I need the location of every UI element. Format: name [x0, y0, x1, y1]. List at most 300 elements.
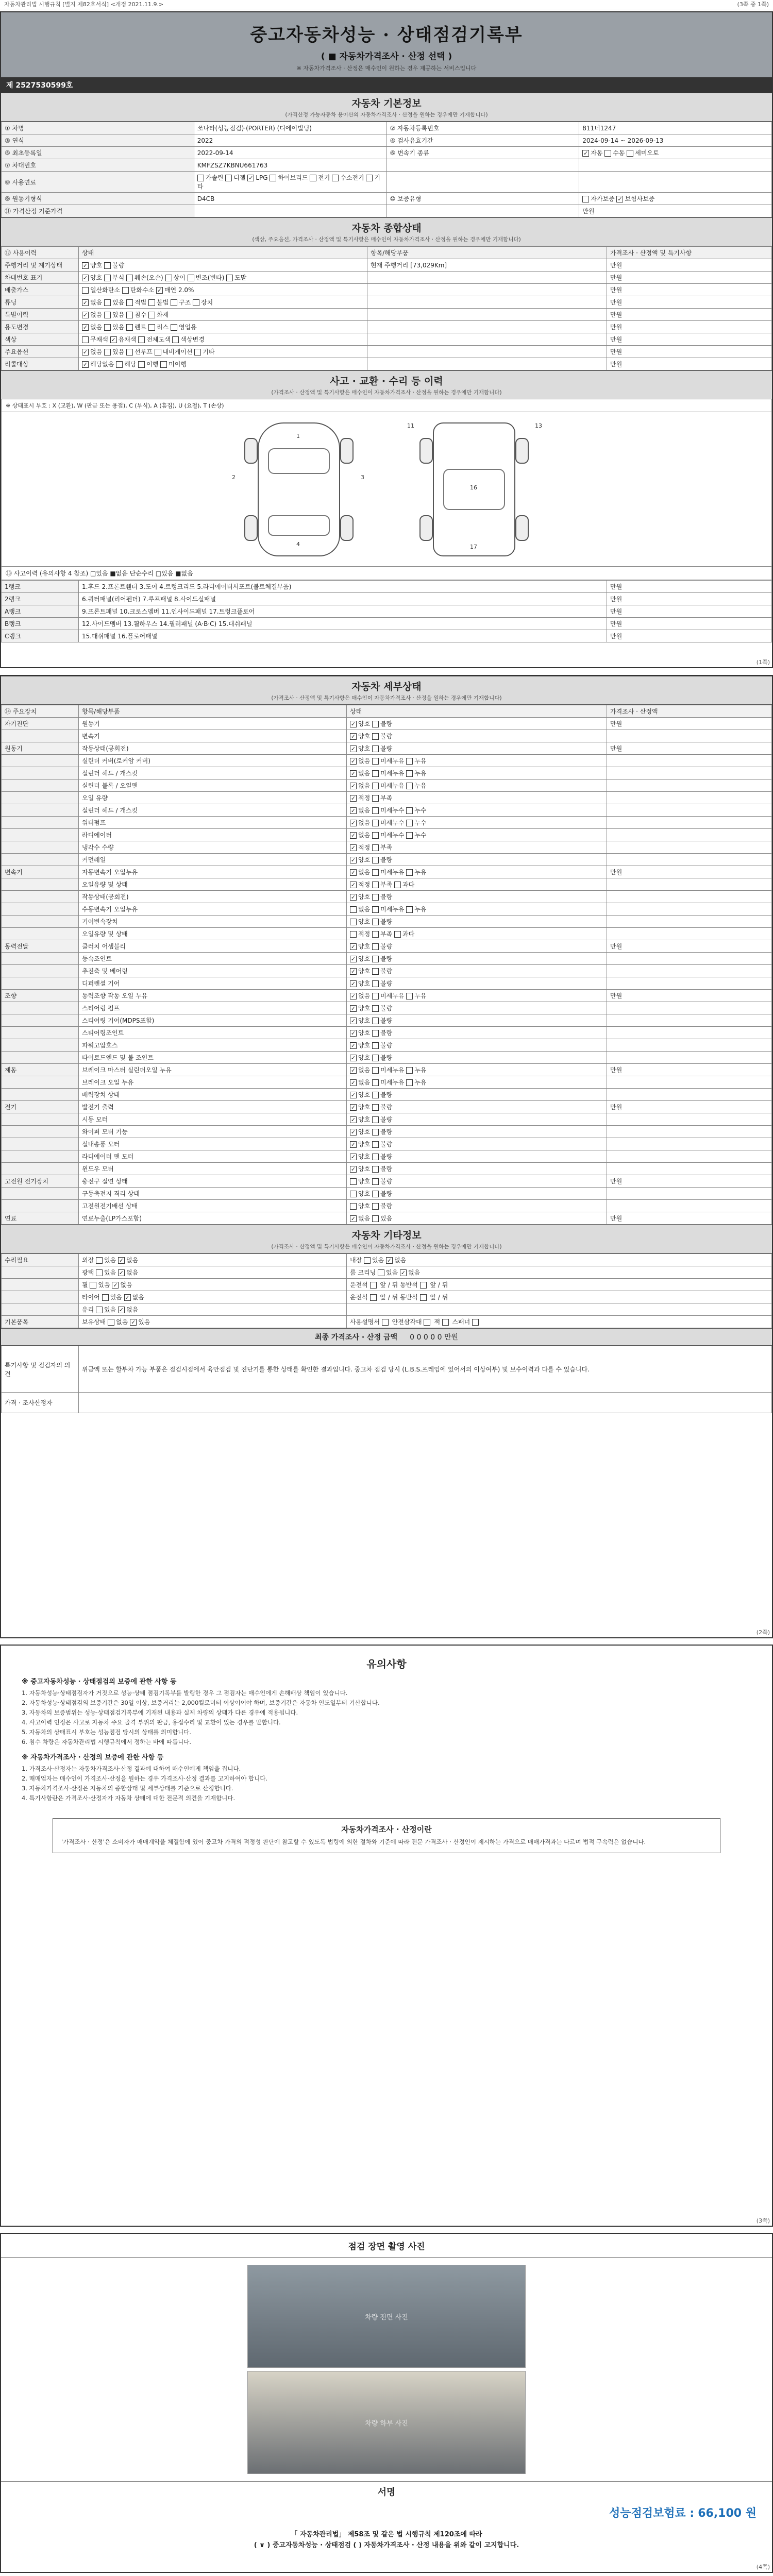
- checkbox: [372, 1055, 379, 1061]
- summary-cell: 만원: [607, 321, 772, 333]
- detail-row: [2, 730, 772, 742]
- detail-cell: ✓ 없음 미세누수 누수: [347, 817, 607, 829]
- summary-cell: 주행거리 및 계기상태: [2, 259, 79, 272]
- detail-cell: ✓ 양호 불량: [347, 1113, 607, 1126]
- detail-cell: [607, 1188, 772, 1200]
- detail-cell: ✓ 없음 미세누유 누유: [347, 1064, 607, 1076]
- accident-legend: ※ 상태표시 부호 : X (교환), W (판금 또는 용접), C (부식), A (흠집), U (요철), T (손상): [1, 399, 772, 412]
- detail-cell: ✓ 적정 부족: [347, 792, 607, 804]
- detail-cell: [2, 916, 79, 928]
- checkbox: [372, 919, 379, 925]
- detail-cell: [2, 1163, 79, 1175]
- checkbox: [616, 196, 623, 202]
- detail-cell: 오일유량 및 상태: [79, 928, 347, 940]
- detail-row: [2, 854, 772, 866]
- fee-amount: 66,100 원: [698, 2507, 757, 2520]
- detail-row: [2, 755, 772, 767]
- checkbox: [372, 894, 379, 901]
- detail-cell: 오일유량 및 상태: [79, 878, 347, 891]
- checkbox: [148, 299, 155, 306]
- basic-cell: [579, 159, 772, 172]
- detail-cell: ✓ 없음 있음: [347, 1212, 607, 1225]
- detail-row: [2, 767, 772, 779]
- detail-cell: [2, 1027, 79, 1039]
- summary-cell: 만원: [607, 272, 772, 284]
- detail-cell: [2, 755, 79, 767]
- checkbox: [394, 882, 401, 888]
- detail-cell: 스티어링조인트: [79, 1027, 347, 1039]
- other-cell: 내장 있음 ✓없음: [347, 1254, 772, 1266]
- checkbox: [406, 807, 413, 814]
- checkbox: [372, 882, 379, 888]
- detail-cell: [2, 977, 79, 990]
- detail-cell: 발전기 출력: [79, 1101, 347, 1113]
- detail-row: [2, 940, 772, 953]
- detail-row: [2, 829, 772, 841]
- detail-cell: 변속기: [2, 866, 79, 878]
- detail-cell: 냉각수 수량: [79, 841, 347, 854]
- summary-cell: 만원: [607, 358, 772, 370]
- checkbox: [400, 1269, 407, 1276]
- checkbox: [350, 1092, 357, 1098]
- detail-cell: [2, 1200, 79, 1212]
- detail-cell: [2, 817, 79, 829]
- detail-cell: [607, 755, 772, 767]
- detail-cell: [607, 1014, 772, 1027]
- basic-cell: 2024-09-14 ~ 2026-09-13: [579, 134, 772, 147]
- detail-cell: [607, 953, 772, 965]
- detail-row: [2, 718, 772, 730]
- summary-cell: [367, 346, 607, 358]
- summary-cell: [367, 358, 607, 370]
- accident-cell: 만원: [607, 618, 772, 630]
- detail-cell: ✓ 양호 불량: [347, 1138, 607, 1150]
- detail-cell: 디퍼렌셜 기어: [79, 977, 347, 990]
- detail-cell: 동력전달: [2, 940, 79, 953]
- detail-cell: [607, 1002, 772, 1014]
- detail-cell: ✓ 양호 불량: [347, 1101, 607, 1113]
- basic-cell: ② 자동차등록번호: [386, 122, 579, 134]
- summary-cell: 리콜대상: [2, 358, 79, 370]
- checkbox: [138, 336, 145, 343]
- checkbox: [110, 336, 117, 343]
- basic-cell: 쏘나타(성능점검)·(PORTER) (디에이빌딩): [194, 122, 386, 134]
- notice-title: 유의사항: [366, 1658, 407, 1670]
- detail-cell: ✓ 없음 미세누유 누유: [347, 779, 607, 792]
- col-header: 항목/해당부품: [367, 247, 607, 259]
- basic-cell: ③ 연식: [2, 134, 194, 147]
- summary-cell: ✓ 없음 있음 적법 불법 구조 장치: [79, 296, 367, 309]
- page-number: (4쪽): [756, 2564, 770, 2570]
- detail-cell: ✓ 양호 불량: [347, 1126, 607, 1138]
- summary-cell: [367, 296, 607, 309]
- checkbox: [370, 1282, 377, 1289]
- summary-cell: 만원: [607, 284, 772, 296]
- other-row: [2, 1291, 772, 1303]
- page-4: [0, 2233, 773, 2573]
- detail-row: [2, 1076, 772, 1089]
- checkbox: [155, 349, 161, 355]
- detail-row: [2, 1138, 772, 1150]
- checkbox: [382, 1319, 389, 1326]
- col-header: 항목/해당부품: [79, 705, 347, 718]
- notice-item: 4. 특기사항란은 가격조사·산정자가 자동차 상태에 대한 전문적 의견을 기재합니다.: [22, 1794, 236, 1802]
- checkbox: [372, 1116, 379, 1123]
- section-other: [1, 1225, 772, 1253]
- detail-cell: ✓ 없음 미세누유 누유: [347, 866, 607, 878]
- detail-cell: 스티어링 기어(MDPS포함): [79, 1014, 347, 1027]
- checkbox: [350, 919, 357, 925]
- detail-cell: [607, 854, 772, 866]
- summary-cell: [367, 309, 607, 321]
- checkbox: [226, 275, 233, 281]
- summary-cell: 배출가스: [2, 284, 79, 296]
- checkbox: [350, 968, 357, 975]
- detail-cell: 작동상태(공회전): [79, 891, 347, 903]
- detail-cell: 배력장치 상태: [79, 1089, 347, 1101]
- detail-cell: ✓ 양호 불량: [347, 718, 607, 730]
- page-number: (1쪽): [756, 659, 770, 666]
- checkbox: [372, 1042, 379, 1049]
- detail-row: [2, 977, 772, 990]
- detail-cell: 작동상태(공회전): [79, 742, 347, 755]
- detail-cell: [607, 977, 772, 990]
- checkbox: [350, 1116, 357, 1123]
- checkbox: [372, 1203, 379, 1210]
- detail-row: [2, 1089, 772, 1101]
- detail-cell: [607, 1089, 772, 1101]
- detail-cell: [2, 1002, 79, 1014]
- checkbox: [364, 1257, 371, 1264]
- checkbox: [171, 299, 177, 306]
- checkbox: [350, 943, 357, 950]
- basic-cell: [386, 205, 579, 217]
- checkbox: [366, 175, 373, 181]
- summary-row: [2, 272, 772, 284]
- basic-cell: 811너1247: [579, 122, 772, 134]
- summary-cell: 특별이력: [2, 309, 79, 321]
- detail-cell: 없음 미세누유 누유: [347, 903, 607, 916]
- detail-row: [2, 903, 772, 916]
- checkbox: [442, 1319, 449, 1326]
- checkbox: [372, 1005, 379, 1012]
- detail-cell: 실린더 블록 / 오일팬: [79, 779, 347, 792]
- checkbox: [118, 1257, 125, 1264]
- checkbox: [406, 906, 413, 913]
- detail-cell: [607, 1113, 772, 1126]
- detail-cell: ✓ 없음 미세누유 누유: [347, 755, 607, 767]
- checkbox: [372, 1067, 379, 1074]
- checkbox: [350, 733, 357, 740]
- detail-cell: [2, 1039, 79, 1052]
- detail-cell: 등속조인트: [79, 953, 347, 965]
- checkbox: [372, 993, 379, 999]
- fee-label: 성능점검보험료 :: [609, 2507, 695, 2520]
- basic-cell: KMFZSZ7KBNU661763: [194, 159, 386, 172]
- section-title: 자동차 세부상태: [351, 681, 422, 692]
- final-price-value: 0 0 0 0 0 만원: [410, 1333, 459, 1342]
- checkbox: [372, 906, 379, 913]
- checkbox: [225, 175, 232, 181]
- other-cell: 타이어 있음 ✓없음: [79, 1291, 347, 1303]
- accident-cell: 12.사이드멤버 13.휠하우스 14.필러패널 (A·B·C) 15.대쉬패널: [79, 618, 607, 630]
- checkbox: [82, 287, 89, 294]
- basic-cell: 2022-09-14: [194, 147, 386, 159]
- detail-cell: ✓ 없음 미세누수 누수: [347, 804, 607, 817]
- checkbox: [627, 150, 633, 157]
- summary-cell: 만원: [607, 333, 772, 346]
- summary-row: [2, 284, 772, 296]
- checkbox: [350, 993, 357, 999]
- checkbox: [350, 832, 357, 839]
- detail-cell: ✓ 적정 부족 과다: [347, 878, 607, 891]
- detail-table: [1, 705, 772, 1225]
- checkbox: [90, 1282, 96, 1289]
- checkbox: [148, 324, 155, 331]
- sign-title: 서명: [1, 2481, 772, 2501]
- basic-cell: ⑪ 가격산정 기준가격: [2, 205, 194, 217]
- checkbox: [420, 1282, 427, 1289]
- summary-cell: [367, 321, 607, 333]
- summary-cell: 일산화탄소 탄화수소 ✓매연 2.0%: [79, 284, 367, 296]
- basic-cell: 자가보증 ✓보험사보증: [579, 193, 772, 205]
- detail-cell: 스티어링 펌프: [79, 1002, 347, 1014]
- detail-cell: [607, 730, 772, 742]
- other-cell: 외장 있음 ✓없음: [79, 1254, 347, 1266]
- checkbox: [372, 980, 379, 987]
- checkbox: [350, 857, 357, 863]
- checkbox: [126, 324, 133, 331]
- detail-cell: 전기: [2, 1101, 79, 1113]
- basic-row: [2, 205, 772, 217]
- other-cell: 휠 있음 ✓없음: [79, 1279, 347, 1291]
- accident-cell: 만원: [607, 581, 772, 593]
- final-price-bar: [1, 1328, 772, 1346]
- detail-cell: 만원: [607, 1212, 772, 1225]
- checkbox: [406, 993, 413, 999]
- sign-footer-2: ( ∨ ) 중고자동차성능 · 상태점검 ( ) 자동차가격조사 · 산정 내용을 위와 같이 고지합니다.: [254, 2541, 519, 2549]
- box-text: '가격조사 · 산정'은 소비자가 매매계약을 체결함에 있어 중고차 가격의 적정성 판단에 참고할 수 있도록 법령에 의한 절차와 기준에 따라 전문 가격조사 · 산정인이 제시하는 가격으로 매매가격과는 다르며 법적 구속력은 없습니다.: [61, 1838, 646, 1845]
- checkbox: [372, 783, 379, 789]
- summary-row: [2, 309, 772, 321]
- accident-history: ⑬ 사고이력 (유의사항 4 참조) □있음 ■없음 단순수리 □있음 ■없음: [1, 567, 772, 580]
- report-note: ※ 자동차가격조사 · 산정은 매수인이 원하는 경우 제공하는 서비스입니다: [296, 65, 477, 72]
- other-cell: 운전석 앞 / 뒤 동반석 앞 / 뒤: [347, 1279, 772, 1291]
- checkbox: [372, 1092, 379, 1098]
- checkbox: [82, 349, 89, 355]
- detail-row: [2, 878, 772, 891]
- checkbox: [82, 361, 89, 368]
- detail-cell: 기어변속장치: [79, 916, 347, 928]
- accident-row: [2, 630, 772, 642]
- detail-row: [2, 742, 772, 755]
- detail-cell: 만원: [607, 990, 772, 1002]
- section-title: 자동차 종합상태: [351, 223, 422, 234]
- report-title: 중고자동차성능 · 상태점검기록부: [250, 25, 523, 45]
- summary-cell: 무채색 ✓유채색 전체도색 색상변경: [79, 333, 367, 346]
- accident-cell: 1랭크: [2, 581, 79, 593]
- detail-cell: 만원: [607, 1175, 772, 1188]
- detail-cell: [2, 804, 79, 817]
- detail-cell: [2, 1188, 79, 1200]
- appraisal-info-box: [53, 1818, 720, 1853]
- basic-cell: [579, 172, 772, 193]
- detail-cell: 수동변속기 오일누유: [79, 903, 347, 916]
- basic-cell: ⑤ 최초등록일: [2, 147, 194, 159]
- other-row: [2, 1303, 772, 1316]
- col-header: 가격조사 · 산정액: [607, 705, 772, 718]
- basic-row: [2, 122, 772, 134]
- special-label: 특기사항 및 점검자의 의견: [2, 1346, 79, 1393]
- detail-cell: [2, 1126, 79, 1138]
- summary-cell: 차대번호 표기: [2, 272, 79, 284]
- checkbox: [126, 275, 133, 281]
- checkbox: [372, 807, 379, 814]
- notice-item: 1. 가격조사·산정자는 자동차가격조사·산정 결과에 대하여 매수인에게 책임을 집니다.: [22, 1765, 241, 1772]
- checkbox: [130, 1319, 137, 1326]
- summary-cell: [367, 333, 607, 346]
- detail-cell: ✓ 없음 미세누수 누수: [347, 829, 607, 841]
- checkbox: [372, 931, 379, 938]
- notice-heading-2: ※ 자동차가격조사 · 산정의 보증에 관한 사항 등: [22, 1754, 164, 1761]
- detail-cell: ✓ 양호 불량: [347, 1014, 607, 1027]
- checkbox: [165, 275, 172, 281]
- checkbox: [406, 770, 413, 777]
- checkbox: [370, 1294, 377, 1301]
- detail-cell: [607, 1200, 772, 1212]
- detail-cell: ✓ 양호 불량: [347, 977, 607, 990]
- checkbox: [350, 894, 357, 901]
- checkbox: [104, 275, 111, 281]
- summary-cell: 현재 주행거리 [73,029Km]: [367, 259, 607, 272]
- detail-cell: 제동: [2, 1064, 79, 1076]
- checkbox: [350, 980, 357, 987]
- detail-row: [2, 891, 772, 903]
- detail-cell: ✓ 양호 불량: [347, 1089, 607, 1101]
- checkbox: [171, 324, 177, 331]
- summary-cell: 용도변경: [2, 321, 79, 333]
- checkbox: [102, 1294, 109, 1301]
- detail-row: [2, 1212, 772, 1225]
- detail-cell: [607, 841, 772, 854]
- checkbox: [372, 1129, 379, 1136]
- detail-cell: [2, 841, 79, 854]
- detail-cell: [2, 928, 79, 940]
- checkbox: [197, 175, 204, 181]
- basic-cell: ✓ 자동 수동 세미오토: [579, 147, 772, 159]
- detail-cell: [2, 854, 79, 866]
- checkbox: [386, 1257, 393, 1264]
- col-header: ⑫ 사용이력: [2, 247, 79, 259]
- detail-cell: 만원: [607, 940, 772, 953]
- detail-row: [2, 1052, 772, 1064]
- detail-cell: [607, 965, 772, 977]
- detail-cell: [2, 829, 79, 841]
- other-row: [2, 1266, 772, 1279]
- detail-cell: [2, 1113, 79, 1126]
- detail-cell: [607, 878, 772, 891]
- detail-cell: 만원: [607, 742, 772, 755]
- detail-row: [2, 1188, 772, 1200]
- box-title: 자동차가격조사 · 산정이란: [341, 1825, 432, 1834]
- detail-cell: [607, 1138, 772, 1150]
- form-header-bar: [0, 0, 773, 9]
- accident-rank-table: [1, 580, 772, 642]
- checkbox: [378, 1269, 384, 1276]
- detail-cell: 실내송풍 모터: [79, 1138, 347, 1150]
- checkbox: [372, 770, 379, 777]
- detail-cell: 라디에이터 팬 모터: [79, 1150, 347, 1163]
- notice-list-1: [22, 1689, 751, 1747]
- accident-row: [2, 593, 772, 605]
- checkbox: [350, 1178, 357, 1185]
- sign-footer-1: 「 자동차관리법」 제58조 및 같은 법 시행규칙 제120조에 따라: [291, 2531, 482, 2538]
- checkbox: [96, 1307, 103, 1313]
- detail-cell: [607, 1039, 772, 1052]
- detail-cell: ✓ 양호 불량: [347, 891, 607, 903]
- detail-cell: 실린더 헤드 / 개스킷: [79, 767, 347, 779]
- notice-item: 3. 자동차가격조사·산정은 자동차의 종합상태 및 세부상태를 기준으로 산정합니다.: [22, 1785, 233, 1792]
- checkbox: [122, 287, 129, 294]
- summary-row: [2, 358, 772, 370]
- section-basic: [1, 93, 772, 122]
- detail-cell: [607, 1052, 772, 1064]
- other-cell: 운전석 앞 / 뒤 동반석 앞 / 뒤: [347, 1291, 772, 1303]
- report-header: [1, 12, 772, 77]
- checkbox: [112, 1282, 119, 1289]
- checkbox: [350, 795, 357, 802]
- summary-cell: ✓ 없음 있음 렌트 리스 영업용: [79, 321, 367, 333]
- checkbox: [372, 820, 379, 826]
- other-cell: [2, 1266, 79, 1279]
- detail-cell: 만원: [607, 1064, 772, 1076]
- detail-row: [2, 1175, 772, 1188]
- detail-row: [2, 841, 772, 854]
- detail-cell: [2, 1076, 79, 1089]
- detail-cell: ✓ 양호 불량: [347, 730, 607, 742]
- summary-cell: 주요옵션: [2, 346, 79, 358]
- section-title: 사고 · 교환 · 수리 등 이력: [330, 376, 443, 387]
- detail-cell: [607, 1163, 772, 1175]
- detail-cell: [2, 767, 79, 779]
- summary-cell: [367, 272, 607, 284]
- checkbox: [372, 1030, 379, 1037]
- section-summary: [1, 217, 772, 246]
- form-page-label: (3쪽 중 1쪽): [737, 1, 769, 8]
- detail-cell: ✓ 양호 불량: [347, 1052, 607, 1064]
- checkbox: [82, 312, 89, 318]
- report-subtitle: ( ■ 자동차가격조사 · 산정 선택 ): [321, 52, 452, 62]
- detail-row: [2, 1126, 772, 1138]
- page-3: [0, 1645, 773, 2227]
- detail-cell: [2, 1014, 79, 1027]
- checkbox: [350, 783, 357, 789]
- detail-cell: ✓ 적정 부족: [347, 841, 607, 854]
- checkbox: [82, 336, 89, 343]
- other-cell: 기본품목: [2, 1316, 79, 1328]
- summary-row: [2, 346, 772, 358]
- summary-cell: 튜닝: [2, 296, 79, 309]
- checkbox: [350, 1215, 357, 1222]
- other-row: [2, 1279, 772, 1291]
- summary-row: [2, 321, 772, 333]
- checkbox: [350, 820, 357, 826]
- basic-cell: ④ 검사유효기간: [386, 134, 579, 147]
- checkbox: [406, 1067, 413, 1074]
- checkbox: [350, 1203, 357, 1210]
- section-accident: [1, 370, 772, 399]
- checkbox: [582, 150, 589, 157]
